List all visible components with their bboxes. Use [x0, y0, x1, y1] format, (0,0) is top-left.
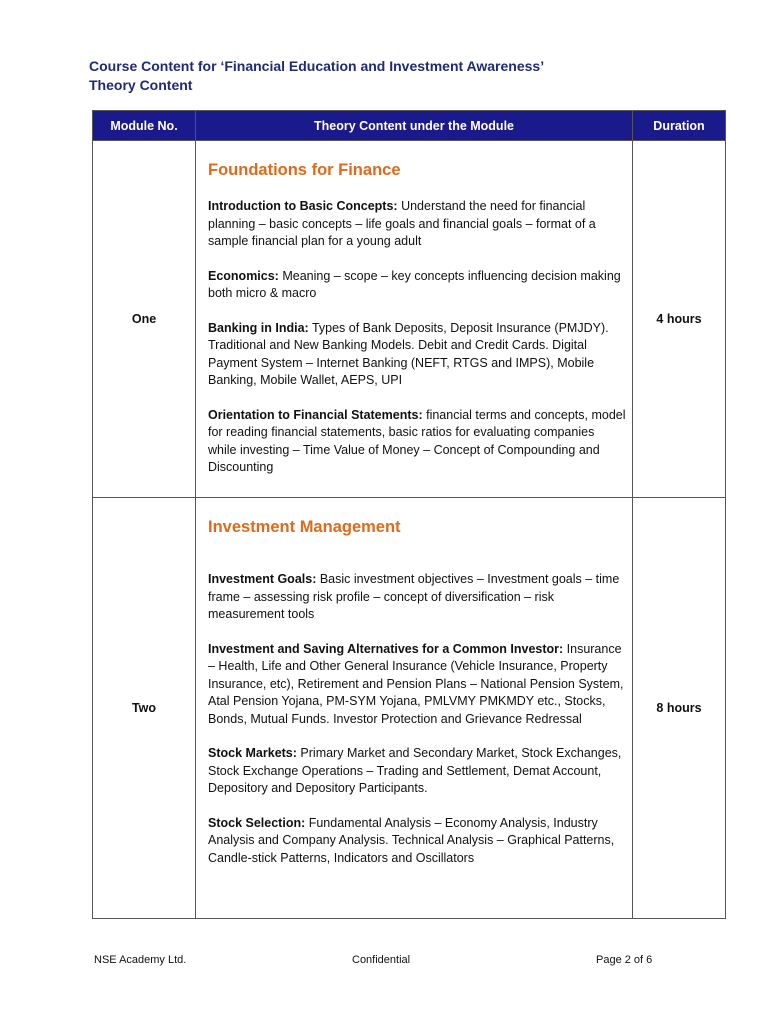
item-text: Primary Market and Secondary Market, Stock Exchanges, Stock Exchange Operations – Trading and Settlement, Demat Account, Depository and Depository Participants.	[208, 746, 622, 795]
table-header-row	[93, 111, 726, 141]
item-label: Economics:	[208, 268, 279, 283]
section-title: Theory Content	[89, 77, 193, 93]
header-theory-content: Theory Content under the Module	[196, 111, 633, 141]
module-number: Two	[93, 498, 196, 919]
module-title: Investment Management	[208, 518, 401, 536]
document-heading	[89, 57, 729, 95]
content-item	[208, 745, 626, 798]
item-text: Meaning – scope – key concepts influencing decision making both micro & macro	[208, 268, 621, 300]
header-module-no: Module No.	[93, 111, 196, 141]
footer-confidential: Confidential	[352, 954, 411, 966]
item-text: Insurance – Health, Life and Other General Insurance (Vehicle Insurance, Property Insurance, etc), Retirement and Pension Plans – National Pension System, Atal Pension Yojana, PM-SYM Yojana, PMLVMY PMKMDY etc., Stocks, Bonds, Mutual Funds. Investor Protection and Grievance Redressal	[208, 641, 624, 726]
item-text: Understand the need for financial planning – basic concepts – life goals and financial goals – format of a sample financial plan for a young adult	[208, 199, 596, 248]
footer-page-number: Page 2 of 6	[596, 954, 653, 966]
content-item	[208, 198, 626, 251]
item-text: Types of Bank Deposits, Deposit Insurance (PMJDY). Traditional and New Banking Models. Debit and Credit Cards. Digital Payment System – Internet Banking (NEFT, RTGS and IMPS), Mobile Banking, Mobile Wallet, AEPS, UPI	[208, 320, 609, 387]
item-label: Investment Goals:	[208, 572, 317, 586]
course-title: Course Content for ‘Financial Education and Investment Awareness’	[89, 58, 545, 74]
footer-company: NSE Academy Ltd.	[94, 954, 187, 966]
table-row	[93, 141, 726, 498]
item-text: Basic investment objectives – Investment goals – time frame – assessing risk profile – concept of diversification – risk measurement tools	[208, 572, 620, 621]
item-label: Stock Markets:	[208, 746, 297, 760]
item-label: Investment and Saving Alternatives for a Common Investor:	[208, 641, 564, 656]
content-item	[208, 571, 626, 624]
module-duration: 4 hours	[633, 141, 726, 498]
module-title: Foundations for Finance	[208, 161, 401, 179]
module-content	[196, 498, 633, 919]
content-item	[208, 815, 626, 868]
content-item	[208, 407, 626, 477]
item-text: Fundamental Analysis – Economy Analysis, Industry Analysis and Company Analysis. Technical Analysis – Graphical Patterns, Candle-stick Patterns, Indicators and Oscillators	[208, 815, 615, 865]
module-duration: 8 hours	[633, 498, 726, 919]
content-item	[208, 268, 626, 303]
table-row	[93, 498, 726, 919]
content-item	[208, 320, 626, 390]
module-content	[196, 141, 633, 498]
item-text: financial terms and concepts, model for reading financial statements, basic ratios for evaluating companies while investing – Time Value of Money – Concept of Compounding and Discounting	[208, 407, 626, 474]
course-content-table	[92, 110, 726, 919]
item-label: Banking in India:	[208, 320, 309, 335]
item-label: Stock Selection:	[208, 815, 306, 830]
module-number: One	[93, 141, 196, 498]
content-item	[208, 641, 626, 729]
item-label: Introduction to Basic Concepts:	[208, 199, 398, 213]
item-label: Orientation to Financial Statements:	[208, 407, 423, 422]
header-duration: Duration	[633, 111, 726, 141]
